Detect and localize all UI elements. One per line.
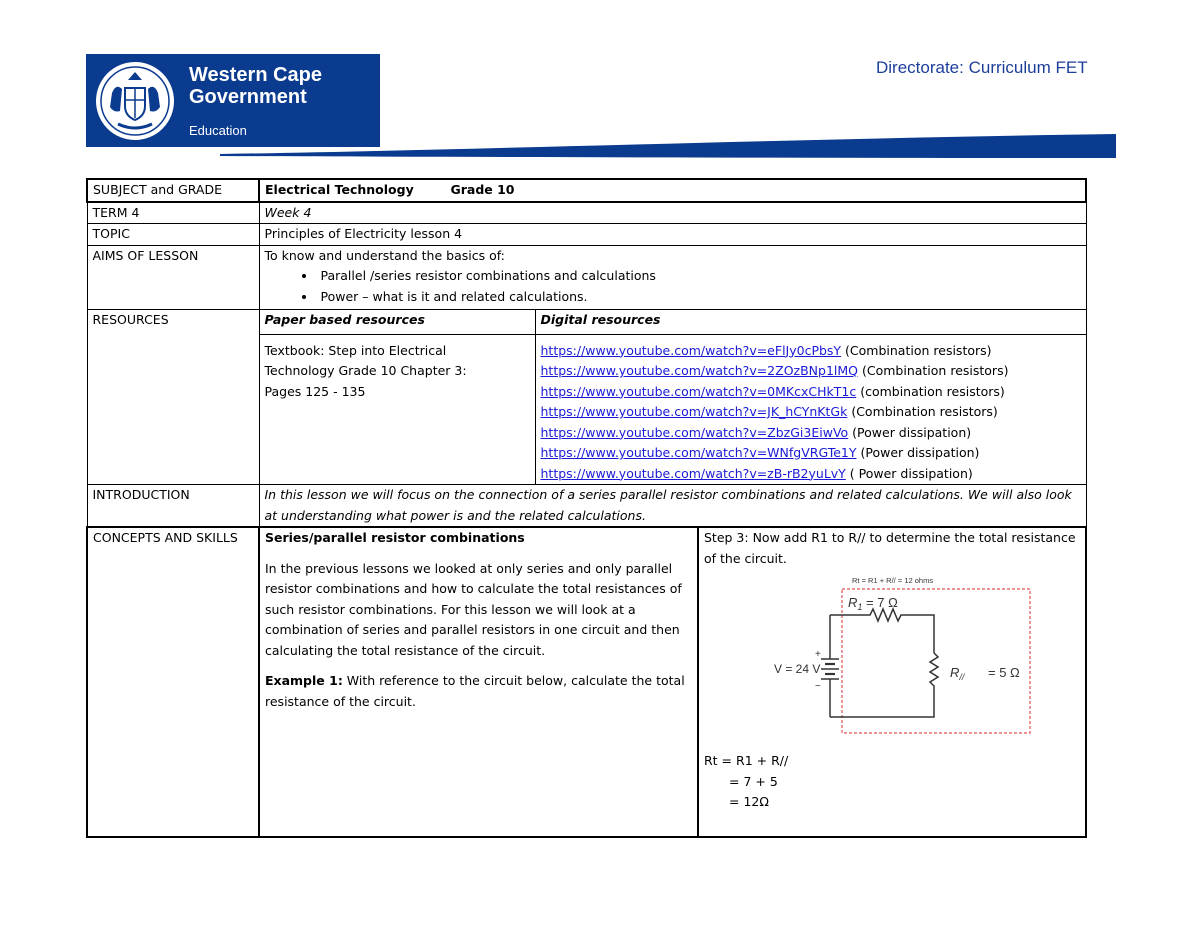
resource-link-item xyxy=(541,341,1081,362)
row-concepts xyxy=(87,527,1086,837)
digital-resources xyxy=(535,334,1086,485)
aims-item: • Parallel /series resistor combinations and calculations xyxy=(317,266,1081,287)
concepts-left xyxy=(259,527,698,837)
resource-link-item xyxy=(541,443,1081,464)
youtube-link[interactable]: https://www.youtube.com/watch?v=JK_hCYnKtGk xyxy=(540,404,848,419)
link-note: (Combination resistors) xyxy=(858,363,1009,378)
aims-item: • Power – what is it and related calculations. xyxy=(317,287,1081,308)
label-term: TERM 4 xyxy=(87,202,259,224)
header-swoosh xyxy=(220,130,1116,160)
aims-list xyxy=(265,266,1081,307)
row-term xyxy=(87,202,1086,224)
rp-label: $R_{//}$ xyxy=(950,665,965,682)
link-note: (combination resistors) xyxy=(856,383,1005,399)
paper-resources-heading: Paper based resources xyxy=(259,309,535,334)
calc-line: Rt = R1 + R// xyxy=(704,753,789,768)
youtube-link[interactable]: https://www.youtube.com/watch?v=zB-rB2yuLvY xyxy=(540,465,846,481)
example-label: Example 1: xyxy=(265,673,343,688)
subject-name: Electrical Technology xyxy=(265,182,414,197)
aims-content xyxy=(259,245,1086,309)
grade-value: Grade 10 xyxy=(450,182,515,197)
paper-resource-line: Pages 125 - 135 xyxy=(264,383,366,399)
link-note: (Combination resistors) xyxy=(847,404,998,419)
resource-link-item xyxy=(541,361,1081,382)
topic-value: Principles of Electricity lesson 4 xyxy=(259,224,1086,246)
subject-grade-value xyxy=(259,179,1086,202)
concepts-paragraph: In the previous lessons we looked at only series and only parallel resistor combinations and how to calculate the total resistances of such resistor combinations. For this lesson we will look at a combination of series and parallel resistors in one circuit and then calculating the total resistance of the circuit. xyxy=(265,560,682,658)
label-topic: TOPIC xyxy=(87,224,259,246)
link-note: (Power dissipation) xyxy=(856,445,980,460)
r1-resistor xyxy=(830,609,934,653)
minus-sign: − xyxy=(815,681,821,692)
link-note: (Combination resistors) xyxy=(841,342,992,358)
calc-line: = 7 + 5 xyxy=(729,773,778,789)
example-body: With reference to the circuit below, calculate the total resistance of the circuit. xyxy=(265,673,685,709)
logo-line-1: Western Cape xyxy=(189,64,323,86)
paper-resource-line: Textbook: Step into Electrical xyxy=(264,342,447,358)
coat-of-arms-icon xyxy=(92,58,178,144)
youtube-link[interactable]: https://www.youtube.com/watch?v=WNfgVRGTe1Y xyxy=(540,445,857,460)
label-resources: RESOURCES xyxy=(87,309,259,485)
step-text xyxy=(704,528,1080,569)
row-introduction xyxy=(87,485,1086,528)
lesson-plan-table xyxy=(86,178,1087,838)
youtube-link[interactable]: https://www.youtube.com/watch?v=ZbzGi3EiwVo xyxy=(540,424,849,440)
resource-link-item xyxy=(541,464,1081,485)
step-label: Step 3: xyxy=(704,530,749,545)
youtube-link[interactable]: https://www.youtube.com/watch?v=eFlJy0cPbsY xyxy=(540,342,842,358)
row-topic xyxy=(87,224,1086,246)
source-label: V = 24 V xyxy=(774,662,821,676)
label-introduction: INTRODUCTION xyxy=(87,485,259,528)
step-body: Now add R1 to R// to determine the total resistance of the circuit. xyxy=(704,530,1076,566)
r-parallel-resistor xyxy=(830,653,938,717)
concepts-heading: Series/parallel resistor combinations xyxy=(265,530,525,545)
circuit-caption: Rt = R1 + R// = 12 ohms xyxy=(852,576,934,585)
row-aims xyxy=(87,245,1086,309)
calc-line: = 12Ω xyxy=(729,794,769,809)
row-resources-headings xyxy=(87,309,1086,334)
resource-link-item xyxy=(541,423,1081,444)
link-note: (Power dissipation) xyxy=(848,424,972,440)
example-text xyxy=(265,671,692,712)
equivalent-box xyxy=(842,589,1030,733)
youtube-link[interactable]: https://www.youtube.com/watch?v=0MKcxCHkT1c xyxy=(540,383,857,399)
term-value: Week 4 xyxy=(259,202,1086,224)
paper-resources xyxy=(259,334,535,485)
label-concepts: CONCEPTS AND SKILLS xyxy=(87,527,259,837)
battery-icon xyxy=(821,659,839,679)
paper-resource-line: Technology Grade 10 Chapter 3: xyxy=(264,363,467,378)
concepts-right xyxy=(698,527,1086,837)
label-aims: AIMS OF LESSON xyxy=(87,245,259,309)
circuit-diagram xyxy=(774,575,1034,735)
youtube-link[interactable]: https://www.youtube.com/watch?v=2ZOzBNp1lMQ xyxy=(540,363,859,378)
logo-line-2: Government xyxy=(189,86,307,108)
resource-link-item xyxy=(541,382,1081,403)
resource-link-item xyxy=(541,402,1081,423)
link-note: ( Power dissipation) xyxy=(845,465,973,481)
aims-intro: To know and understand the basics of: xyxy=(264,247,505,263)
r1-label: $R_1 = 7$ Ω xyxy=(848,595,898,612)
row-subject-grade xyxy=(87,179,1086,202)
label-subject-grade: SUBJECT and GRADE xyxy=(87,179,259,202)
rp-value: = 5 Ω xyxy=(988,665,1020,680)
digital-resources-heading: Digital resources xyxy=(535,309,1086,334)
plus-sign: + xyxy=(815,649,821,660)
directorate-title: Directorate: Curriculum FET xyxy=(876,58,1088,77)
introduction-text: In this lesson we will focus on the connection of a series parallel resistor combinations and related calculations. We will also look at understanding what power is and the related calculations. xyxy=(259,485,1086,528)
logo-line-3: Education xyxy=(189,123,247,138)
